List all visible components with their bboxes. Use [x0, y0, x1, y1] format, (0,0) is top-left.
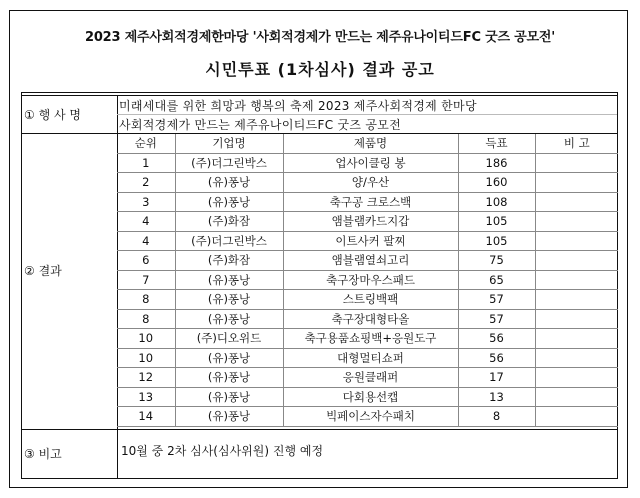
product-cell: 축구용품쇼핑백+응원도구: [283, 329, 458, 349]
section-divider-result: [21, 429, 618, 430]
event-name-line1: 미래세대를 위한 희망과 행복의 축제 2023 제주사회적경제 한마당: [119, 99, 477, 113]
remarks-cell: [535, 153, 618, 173]
votes-cell: 57: [458, 290, 535, 310]
remarks-cell: [535, 212, 618, 232]
header-votes: 득표: [458, 134, 535, 153]
rank-cell: 3: [117, 192, 175, 212]
table-row: [117, 270, 618, 290]
table-row: [117, 329, 618, 349]
votes-cell: 57: [458, 309, 535, 329]
product-cell: 다회용선캡: [283, 387, 458, 407]
event-line-divider: [117, 114, 617, 115]
table-row: [117, 368, 618, 388]
table-row: [117, 407, 618, 427]
rank-cell: 1: [117, 153, 175, 173]
event-name-line2: 사회적경제가 만드는 제주유나이티드FC 굿즈 공모전: [119, 118, 402, 132]
votes-cell: 56: [458, 329, 535, 349]
event-name-label: ① 행 사 명: [24, 108, 81, 122]
rank-cell: 8: [117, 309, 175, 329]
rank-cell: 14: [117, 407, 175, 427]
company-cell: (주)더그린박스: [175, 153, 283, 173]
votes-cell: 186: [458, 153, 535, 173]
company-cell: (주)화잠: [175, 251, 283, 271]
remarks-cell: [535, 192, 618, 212]
product-cell: 응원클래퍼: [283, 368, 458, 388]
rank-cell: 4: [117, 231, 175, 251]
product-cell: 축구장마우스패드: [283, 270, 458, 290]
rank-cell: 4: [117, 212, 175, 232]
notice-title: 2023 제주사회적경제한마당 '사회적경제가 만드는 제주유나이티드FC 굿즈 공모전': [84, 30, 556, 45]
votes-cell: 105: [458, 212, 535, 232]
table-row: [117, 192, 618, 212]
company-cell: (주)화잠: [175, 212, 283, 232]
product-cell: 앰블램카드지갑: [283, 212, 458, 232]
company-cell: (유)퐁낭: [175, 387, 283, 407]
header-company: 기업명: [175, 134, 283, 153]
product-cell: 축구장대형타올: [283, 309, 458, 329]
header-rank: 순위: [117, 134, 175, 153]
rank-cell: 6: [117, 251, 175, 271]
table-row: [117, 173, 618, 193]
note-label: ③ 비고: [24, 447, 62, 461]
header-remarks: 비 고: [535, 134, 618, 153]
section-divider-top-double: [21, 95, 618, 96]
results-table: [117, 134, 618, 427]
remarks-cell: [535, 387, 618, 407]
section-divider-bottom: [21, 478, 618, 479]
company-cell: (주)디오위드: [175, 329, 283, 349]
table-row: [117, 231, 618, 251]
remarks-cell: [535, 270, 618, 290]
votes-cell: 108: [458, 192, 535, 212]
remarks-cell: [535, 368, 618, 388]
section-left-border: [21, 92, 22, 478]
company-cell: (유)퐁낭: [175, 290, 283, 310]
rank-cell: 12: [117, 368, 175, 388]
product-cell: 축구공 크로스백: [283, 192, 458, 212]
table-header-row: [117, 134, 618, 153]
table-row: [117, 309, 618, 329]
remarks-cell: [535, 290, 618, 310]
rank-cell: 8: [117, 290, 175, 310]
table-row: [117, 348, 618, 368]
remarks-cell: [535, 231, 618, 251]
product-cell: 빅페이스자수패치: [283, 407, 458, 427]
table-row: [117, 153, 618, 173]
notice-subtitle: 시민투표 (1차심사) 결과 공고: [205, 60, 435, 79]
votes-cell: 65: [458, 270, 535, 290]
remarks-cell: [535, 251, 618, 271]
rank-cell: 7: [117, 270, 175, 290]
remarks-cell: [535, 173, 618, 193]
company-cell: (유)퐁낭: [175, 173, 283, 193]
product-cell: 양/우산: [283, 173, 458, 193]
remarks-cell: [535, 407, 618, 427]
company-cell: (주)더그린박스: [175, 231, 283, 251]
votes-cell: 17: [458, 368, 535, 388]
votes-cell: 13: [458, 387, 535, 407]
header-product: 제품명: [283, 134, 458, 153]
table-row: [117, 212, 618, 232]
remarks-cell: [535, 309, 618, 329]
company-cell: (유)퐁낭: [175, 270, 283, 290]
table-row: [117, 290, 618, 310]
company-cell: (유)퐁낭: [175, 407, 283, 427]
company-cell: (유)퐁낭: [175, 192, 283, 212]
result-label: ② 결과: [24, 264, 62, 278]
product-cell: 업사이클링 봉: [283, 153, 458, 173]
votes-cell: 105: [458, 231, 535, 251]
remarks-cell: [535, 329, 618, 349]
product-cell: 이트사커 팔찌: [283, 231, 458, 251]
rank-cell: 10: [117, 348, 175, 368]
votes-cell: 160: [458, 173, 535, 193]
rank-cell: 2: [117, 173, 175, 193]
rank-cell: 10: [117, 329, 175, 349]
product-cell: 앰블램열쇠고리: [283, 251, 458, 271]
votes-cell: 75: [458, 251, 535, 271]
remarks-cell: [535, 348, 618, 368]
table-row: [117, 251, 618, 271]
company-cell: (유)퐁낭: [175, 348, 283, 368]
votes-cell: 8: [458, 407, 535, 427]
votes-cell: 56: [458, 348, 535, 368]
product-cell: 대형멀티쇼퍼: [283, 348, 458, 368]
product-cell: 스트링백팩: [283, 290, 458, 310]
note-text: 10월 중 2차 심사(심사위원) 진행 예정: [121, 444, 324, 458]
rank-cell: 13: [117, 387, 175, 407]
table-row: [117, 387, 618, 407]
section-divider-top: [21, 92, 618, 93]
company-cell: (유)퐁낭: [175, 368, 283, 388]
company-cell: (유)퐁낭: [175, 309, 283, 329]
